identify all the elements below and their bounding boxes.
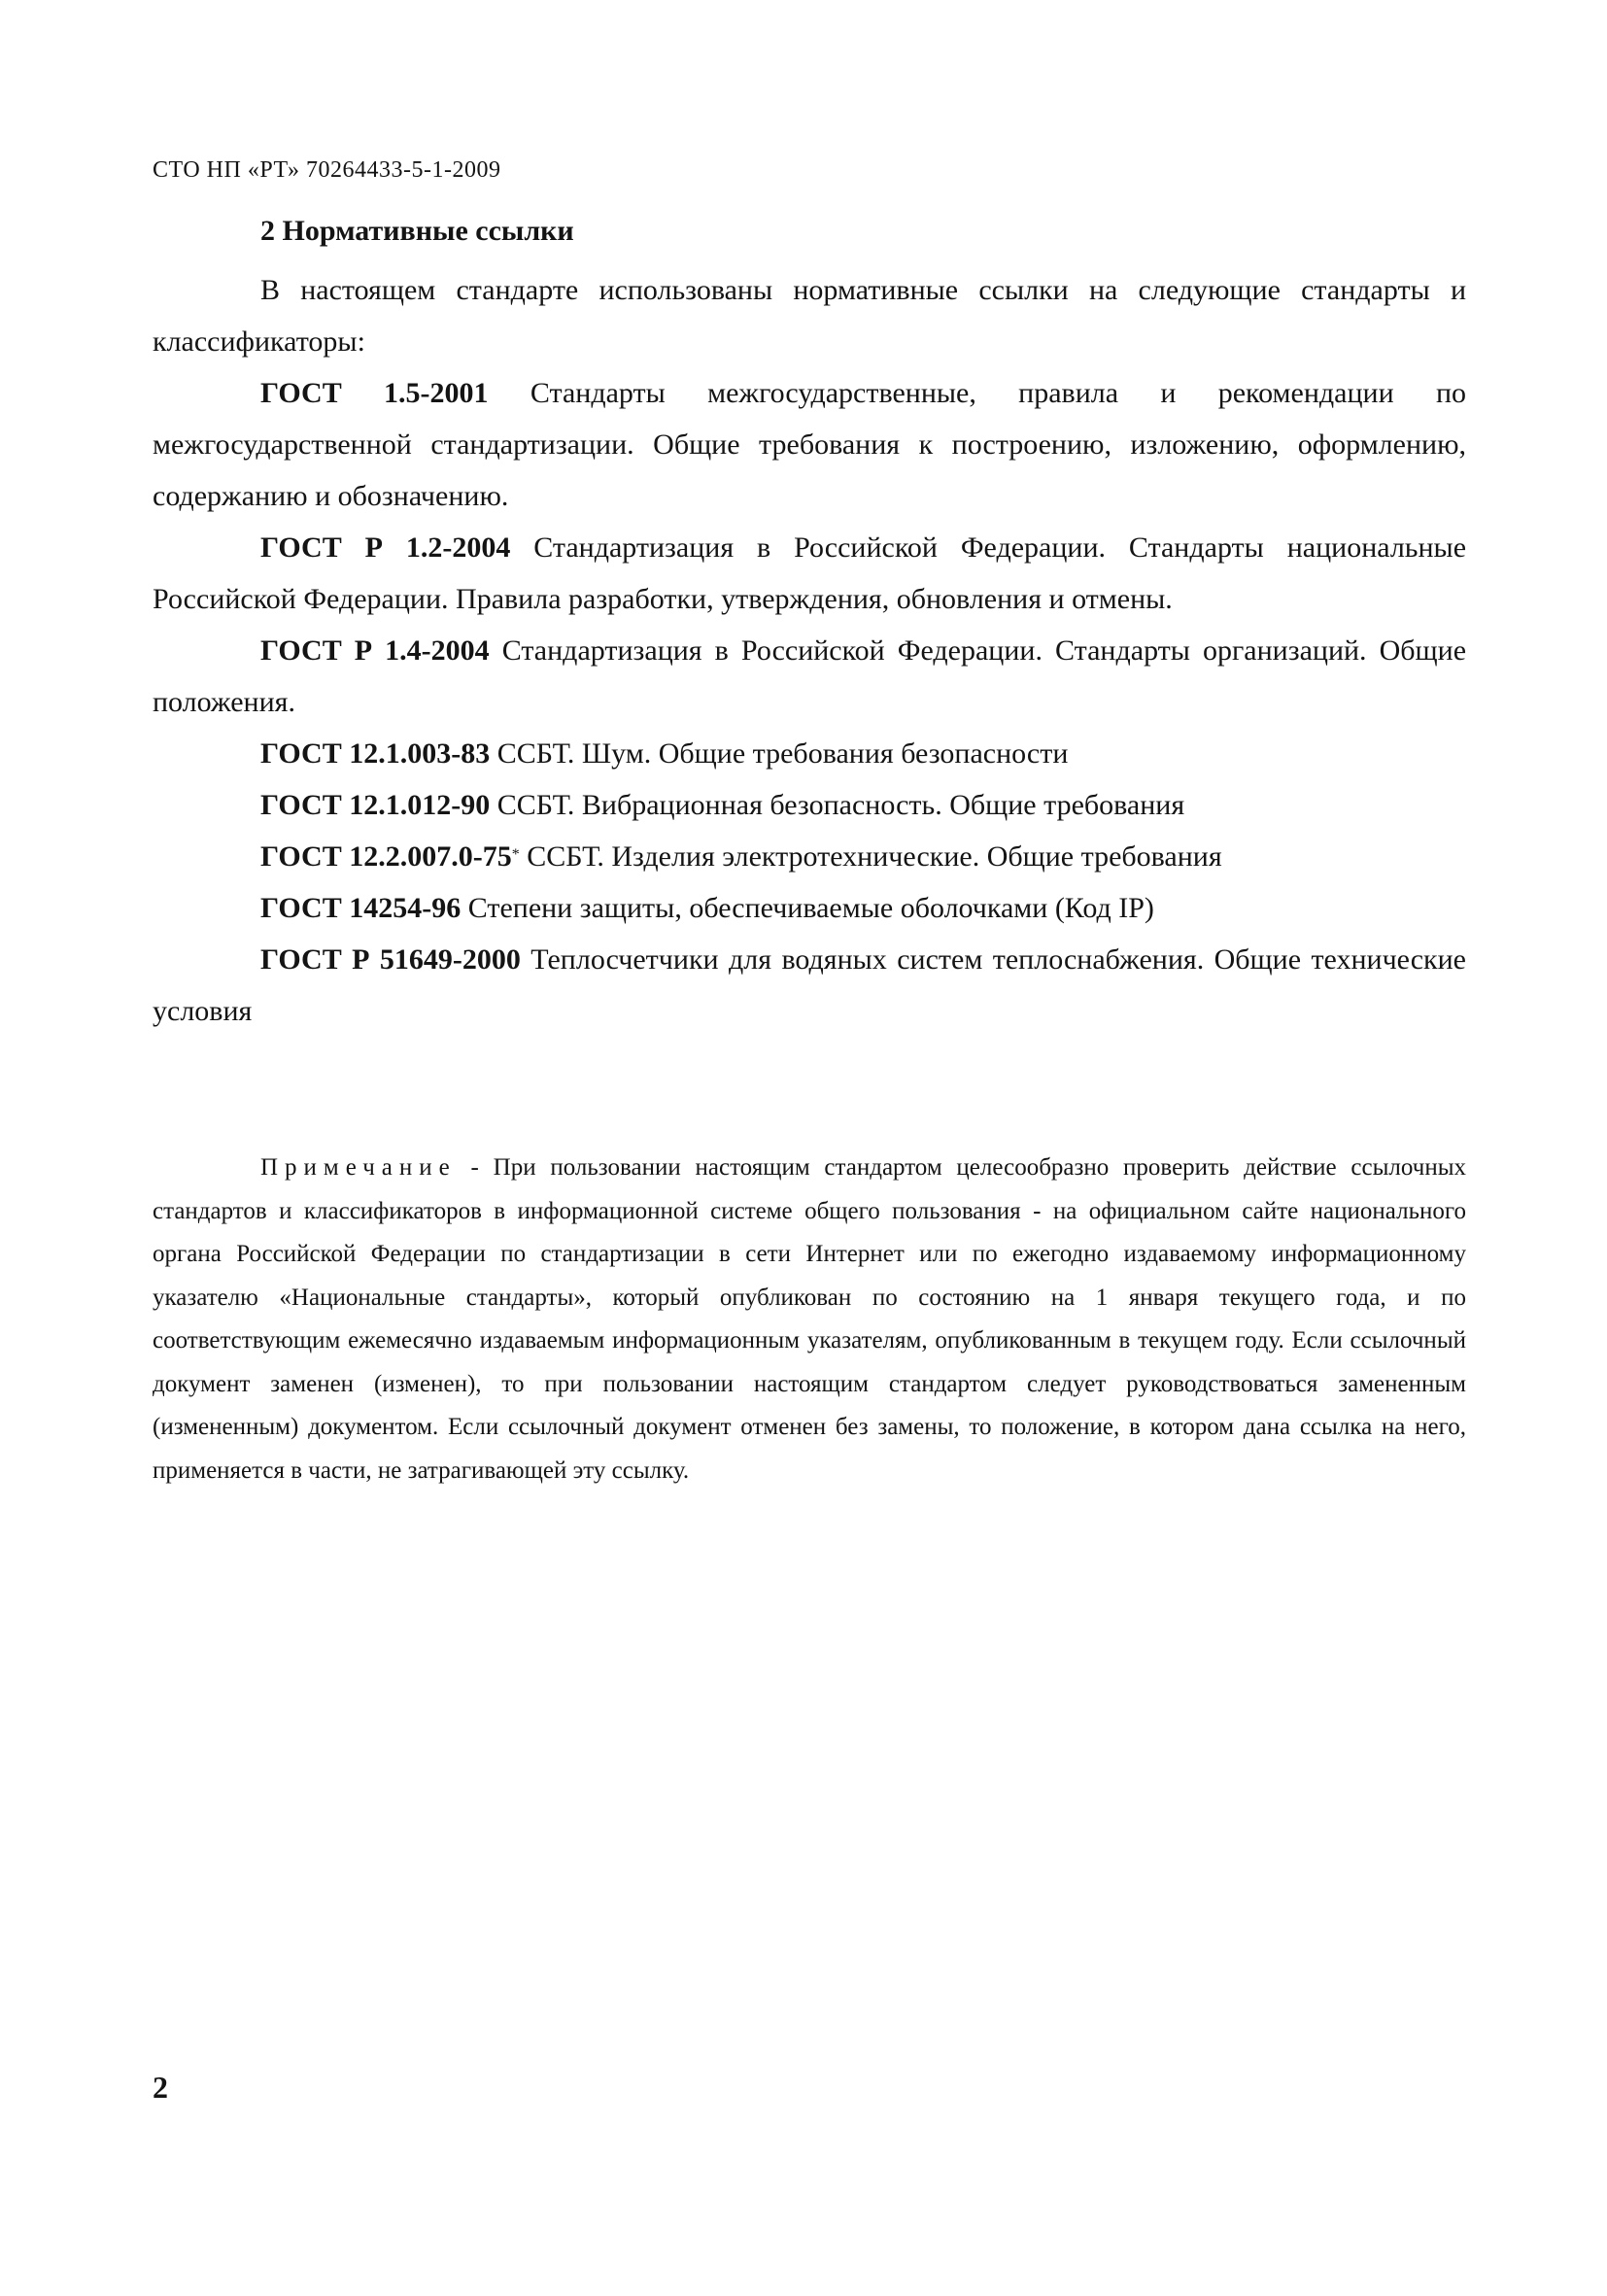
reference-item [153, 934, 1466, 1037]
reference-item [153, 882, 1466, 934]
reference-item [153, 625, 1466, 728]
note-text: При пользовании настоящим стандартом целесообразно проверить действие ссылочных стандартов и классификаторов в информационной системе общего пользования - на официальном сайте национального органа Российской Федерации по стандартизации в сети Интернет или по ежегодно издаваемому информационному указателю «Национальные стандарты», который опубликован по состоянию на 1 января текущего года, и по соответствующим ежемесячно издаваемым информационным указателям, опубликованным в текущем году. Если ссылочный документ заменен (изменен), то при пользовании настоящим стандартом следует руководствоваться замененным (измененным) документом. Если ссылочный документ отменен без замены, то положение, в котором дана ссылка на него, применяется в части, не затрагивающей эту ссылку. [153, 1154, 1467, 1484]
reference-item [153, 779, 1466, 831]
reference-title: ССБТ. Вибрационная безопасность. Общие требования [496, 789, 1185, 821]
reference-item [153, 831, 1466, 882]
note-paragraph [153, 1147, 1466, 1492]
references-list [153, 367, 1466, 1037]
reference-code: ГОСТ 12.1.003-83 [260, 737, 491, 770]
reference-code: ГОСТ Р 1.4-2004 [260, 634, 490, 667]
reference-title: Теплосчетчики для водяных систем теплоснабжения. Общие технические условия [153, 943, 1466, 1027]
intro-text: В настоящем стандарте использованы нормативные ссылки на следующие стандарты и классификаторы: [153, 274, 1466, 358]
reference-footnote-mark: * [511, 846, 520, 863]
note-separator: - [456, 1154, 494, 1181]
reference-code: ГОСТ 12.1.012-90 [260, 789, 491, 821]
reference-title: Степени защиты, обеспечиваемые оболочками (Код IP) [467, 892, 1154, 924]
reference-code: ГОСТ Р 1.2-2004 [260, 531, 511, 564]
reference-code: ГОСТ 1.5-2001 [260, 377, 489, 409]
reference-item [153, 367, 1466, 522]
reference-title: ССБТ. Изделия электротехнические. Общие требования [527, 840, 1222, 873]
reference-title: Стандартизация в Российской Федерации. Стандарты организаций. Общие положения. [153, 634, 1467, 718]
reference-item [153, 728, 1466, 779]
reference-code: ГОСТ 12.2.007.0-75 [260, 840, 512, 873]
section-title: 2 Нормативные ссылки [260, 215, 574, 247]
reference-item [153, 522, 1466, 625]
document-code-header: СТО НП «РТ» 70264433-5-1-2009 [153, 157, 501, 183]
reference-code: ГОСТ Р 51649-2000 [260, 943, 521, 976]
reference-title: ССБТ. Шум. Общие требования безопасности [496, 737, 1069, 770]
reference-code: ГОСТ 14254-96 [260, 892, 462, 924]
reference-title: Стандартизация в Российской Федерации. Стандарты национальные Российской Федерации. Правила разработки, утверждения, обновления и отмены. [153, 531, 1467, 615]
page-number: 2 [153, 2070, 168, 2105]
reference-title: Стандарты межгосударственные, правила и рекомендации по межгосударственной стандартизации. Общие требования к построению, изложению, оформлению, содержанию и обозначению. [153, 377, 1466, 512]
note-label: Примечание [260, 1154, 457, 1181]
intro-paragraph [153, 264, 1466, 367]
note-block [153, 1147, 1466, 1492]
